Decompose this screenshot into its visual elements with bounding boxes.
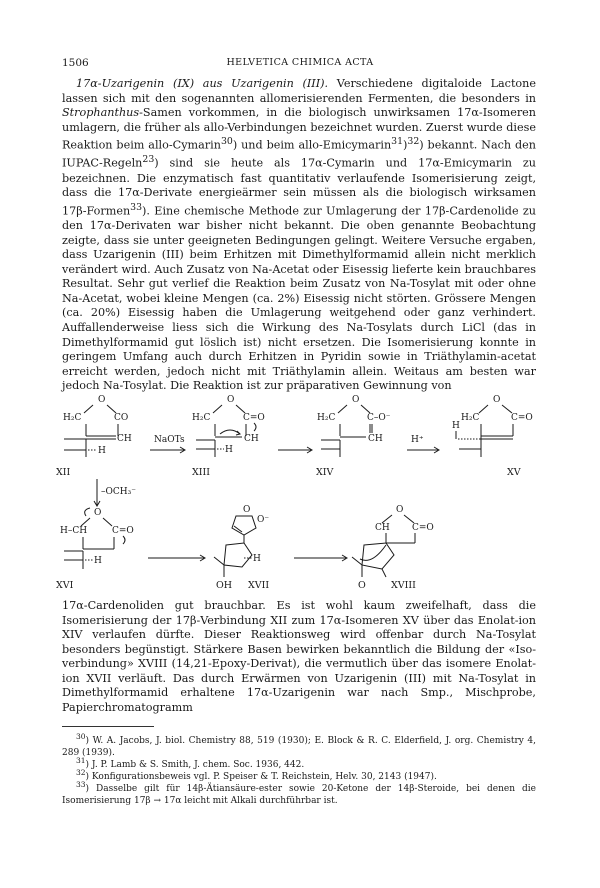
xvii-ring-oxygen: O <box>243 505 251 515</box>
footnote-31-mark: 31 <box>76 756 86 765</box>
xiii-carbonyl: C=O <box>243 413 265 423</box>
xiii-h: H <box>225 445 233 455</box>
footnote-ref-30: 30 <box>220 136 233 148</box>
xviii-carbonyl: C=O <box>412 523 434 533</box>
footnote-ref-23: 23 <box>142 154 155 166</box>
para1-text-a: Verschiedene digitaloide Lactone lassen sich mit den sogenannten allomerisierenden Fermenten, die besonders in <box>62 77 536 105</box>
para1-text-c: -Samen vorkommen, in die biologisch unwirksamen 17α-Isomeren umlagern, die früher als allo-Verbindungen bezeichnet wurden. Zuerst wurde diese Reaktion beim allo-Cymarin <box>62 106 536 152</box>
xvii-h: H <box>253 554 261 564</box>
footnote-ref-33: 33 <box>130 201 143 213</box>
xii-h2c: H₂C <box>63 413 82 423</box>
footnote-32-mark: 32 <box>76 768 86 777</box>
label-XV: XV <box>507 467 521 478</box>
footnote-separator <box>62 726 154 727</box>
xv-carbonyl: C=O <box>511 413 533 423</box>
xiii-ch: CH <box>244 434 259 444</box>
xii-carbonyl: CO <box>114 413 129 423</box>
xii-ch: CH <box>117 434 132 444</box>
reagent-naots: NaOTs <box>154 435 185 445</box>
structure-XIII <box>192 395 265 478</box>
xvi-ring-oxygen: O <box>94 508 102 518</box>
footnote-33-mark: 33 <box>76 780 86 789</box>
para1-italic-genus: Strophanthus <box>62 106 140 120</box>
para1-sep: ) <box>403 138 408 152</box>
xvi-carbonyl: C=O <box>112 526 134 536</box>
xv-ring-oxygen: O <box>493 395 501 405</box>
xvii-hydroxyl: OH <box>216 580 233 591</box>
label-XIII: XIII <box>192 467 211 478</box>
xii-ring-oxygen: O <box>98 395 106 405</box>
xiii-ring-oxygen: O <box>227 395 235 405</box>
body-paragraph-1 <box>62 77 536 394</box>
reaction-scheme <box>56 393 546 593</box>
reagent-h-plus: H⁺ <box>411 435 424 445</box>
structure-XIV <box>316 395 391 478</box>
xiv-ring-oxygen: O <box>352 395 360 405</box>
xii-h: H <box>98 446 106 456</box>
footnote-30-mark: 30 <box>76 732 86 741</box>
structure-XVII <box>214 505 269 591</box>
footnote-30-text: ) W. A. Jacobs, J. biol. Chemistry 88, 519 (1930); E. Block & R. C. Elderfield, J. org. Chemistry 4, 289 (1939). <box>62 736 536 758</box>
label-XVI: XVI <box>56 580 74 591</box>
para1-text-g: ). Eine chemische Methode zur Umlagerung der 17β-Cardenolide zu den 17α-Derivaten war bisher nicht bekannt. Die oben genannte Beobachtung zeigte, dass sie unter geeigneten Bedingungen gelingt. Weitere Versuche ergaben, dass Uzarigenin (III) beim Erhitzen mit Dimethylformamid allein nicht merklich verändert wird. Auch Zusatz von Na-Acetat oder Eisessig lieferte kein brauchbares Resultat. Sehr gut verlief die Reaktion beim Zusatz von Na-Tosylat mit oder ohne Na-Acetat, wobei kleine Mengen (ca. 2%) Eisessig nicht störten. Grössere Mengen (ca. 20%) Eisessig haben die Umlagerung weitgehend oder ganz verhindert. Auffallenderweise liess sich die Wirkung des Na-Tosylats durch LiCl (das in Dimethylformamid gut löslich ist) nicht ersetzen. Die Isomerisierung konnte in geringem Umfang auch durch Erhitzen in Pyridin sowie in Triäthylamin-acetat erreicht werden, jedoch nicht mit Triäthylamin allein. Weitaus am besten war jedoch Na-Tosylat. Die Reaktion ist zur präparativen Gewinnung von <box>62 204 536 393</box>
xviii-ch: CH <box>375 523 390 533</box>
structure-XII <box>56 395 132 478</box>
xiii-h2c: H₂C <box>192 413 211 423</box>
running-header <box>62 57 538 71</box>
label-XIV: XIV <box>316 467 334 478</box>
section-heading: 17α-Uzarigenin (IX) aus Uzarigenin (III). <box>76 77 329 90</box>
xv-h: H <box>452 421 460 431</box>
footnote-31-text: ) J. P. Lamb & S. Smith, J. chem. Soc. 1936, 442. <box>85 760 305 770</box>
para1-text-d: ) und beim allo-Emicymarin <box>232 138 392 152</box>
label-XVIII: XVIII <box>391 580 416 591</box>
body-paragraph-2: 17α-Cardenoliden gut brauchbar. Es ist wohl kaum zweifelhaft, dass die Isomerisierung der 17β-Verbindung XII zum 17α-Isomeren XV über das Enolat-ion XIV verlaufen dürfte. Dieser Reaktionsweg wird offenbar durch Na-Tosylat besonders begünstigt. Stärkere Basen bewirken bekanntlich die Bildung der «Iso-verbindung» XVIII (14,21-Epoxy-Derivat), die vermutlich über das isomere Enolat-ion XVII verläuft. Das durch Erwärmen von Uzarigenin (III) mit Na-Tosylat in Dimethylformamid erhaltene 17α-Uzarigenin war nach Smp., Mischprobe, Papierchromatogramm <box>62 599 536 714</box>
footnote-32-text: ) Konfigurationsbeweis vgl. P. Speiser & T. Reichstein, Helv. 30, 2143 (1947). <box>85 772 437 782</box>
xv-h2c: H₂C <box>461 413 480 423</box>
footnote-ref-31: 31 <box>391 136 404 148</box>
footnote-33-text: ) Dasselbe gilt für 14β-Ätiansäure-ester sowie 20-Ketone der 14β-Steroide, bei denen die Isomerisierung 17β → 17α leicht mit Alkali durchführbar ist. <box>62 784 536 806</box>
structure-XVI <box>56 508 134 591</box>
xvi-h-ch: H–CH <box>60 526 88 536</box>
para1-text-f: ) sind sie heute als 17α-Cymarin und 17α-Emicymarin zu bezeichnen. Die enzymatisch fast quantitativ verlaufende Isomerisierung zeigt, dass die 17α-Derivate energieärmer sein müssen als die biologisch wirksamen 17β-Formen <box>62 157 536 218</box>
xiv-enolate: C–O⁻ <box>367 413 391 423</box>
journal-title: HELVETICA CHIMICA ACTA <box>226 57 374 68</box>
label-XII: XII <box>56 467 71 478</box>
para1-text-e: ) bekannt. Nach den IUPAC-Regeln <box>62 138 536 171</box>
xvi-h: H <box>94 556 102 566</box>
footnote-ref-32: 32 <box>407 136 420 148</box>
page-number: 1506 <box>62 57 89 69</box>
xviii-epoxy-oxygen: O <box>358 580 366 591</box>
xviii-ring-oxygen: O <box>396 505 404 515</box>
footnote-33 <box>62 779 536 807</box>
reagent-methoxide: –OCH₃⁻ <box>101 487 136 497</box>
xiv-ch: CH <box>368 434 383 444</box>
label-XVII: XVII <box>248 580 270 591</box>
xvii-enolate-oxygen: O⁻ <box>257 515 270 525</box>
structure-XV <box>452 395 533 478</box>
xiv-h2c: H₂C <box>317 413 336 423</box>
structure-XVIII <box>352 505 434 591</box>
